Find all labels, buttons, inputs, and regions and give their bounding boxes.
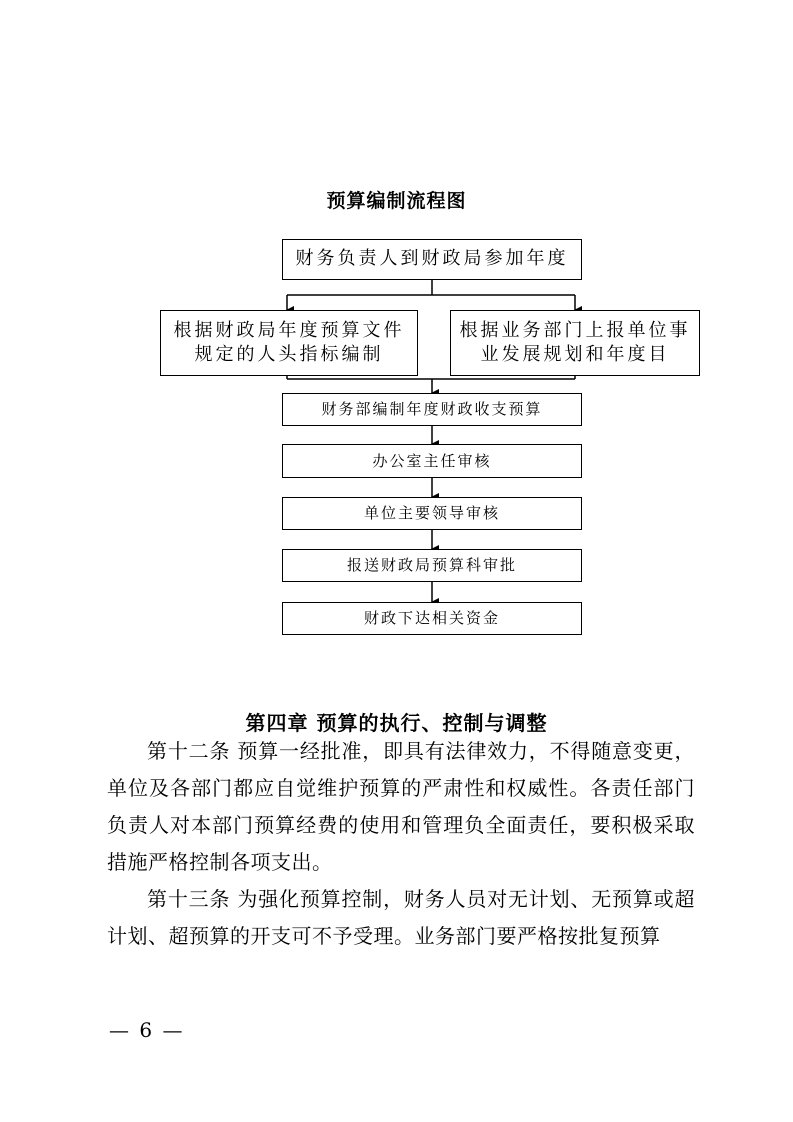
page-number: — 6 — <box>109 1018 185 1042</box>
flow-step-submit-approval: 报送财政局预算科审批 <box>282 549 582 582</box>
flow-step-budget-meeting: 财务负责人到财政局参加年度 <box>282 239 582 280</box>
flow-step-fund-release: 财政下达相关资金 <box>282 602 582 635</box>
article-12-paragraph: 第十二条 预算一经批准，即具有法律效力，不得随意变更，单位及各部门都应自觉维护预算的严肃性和权威性。各责任部门负责人对本部门预算经费的使用和管理负全面责任，要积极采取措施严格控制各项支出。 <box>107 739 695 874</box>
flow-step-office-review: 办公室主任审核 <box>282 444 582 478</box>
flow-step-compile-budget: 财务部编制年度财政收支预算 <box>282 393 582 426</box>
chapter-heading: 第四章 预算的执行、控制与调整 <box>245 711 548 735</box>
flow-box-headcount-basis: 根据财政局年度预算文件规定的人头指标编制 <box>160 310 418 376</box>
article-13-paragraph: 第十三条 为强化预算控制，财务人员对无计划、无预算或超计划、超预算的开支可不予受理。业务部门要严格按批复预算 <box>107 887 695 948</box>
flow-step-leader-review: 单位主要领导审核 <box>282 497 582 530</box>
flowchart-title: 预算编制流程图 <box>326 190 467 212</box>
flow-box-department-plan: 根据业务部门上报单位事业发展规划和年度目 <box>450 310 700 376</box>
